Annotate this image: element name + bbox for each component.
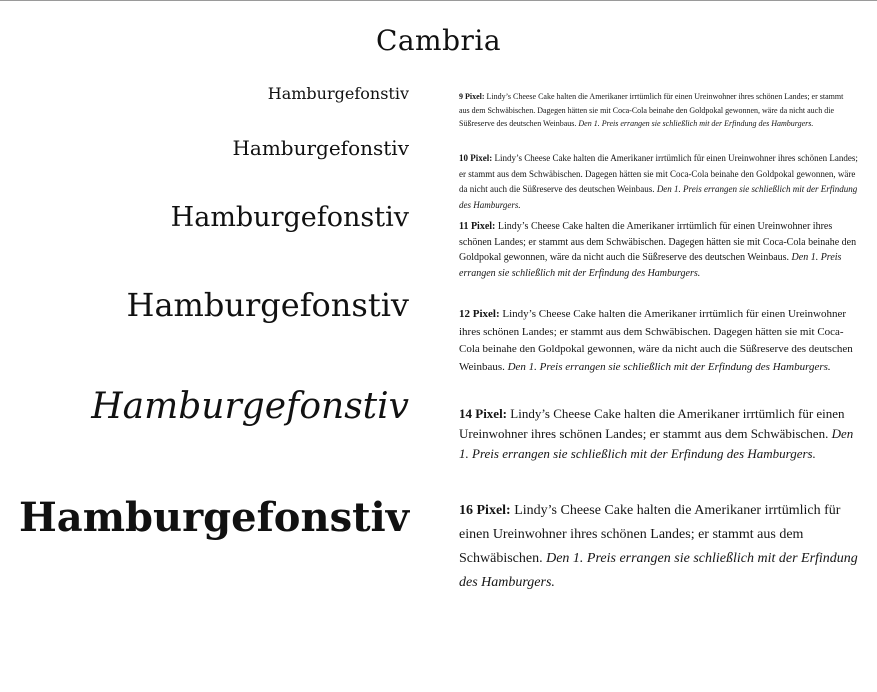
sample-paragraph-9px xyxy=(459,90,844,131)
sample-word-size-3: Hamburgefonstiv xyxy=(170,202,409,233)
paragraph-body: Lindy’s Cheese Cake halten die Amerikaner irrtümlich für einen Ureinwohner ihres schönen Landes; er stammt aus dem Schwäbischen. xyxy=(459,406,845,441)
paragraph-body: Lindy’s Cheese Cake halten die Amerikaner irrtümlich für einen Ureinwohner ihres schönen Landes; er stammt aus dem Schwäbischen. Dagegen hätten sie mit Coca-Cola beinahe den Goldpokal gewonnen, wäre da nicht auch die Süßreserve des deutschen Weinbaus. xyxy=(459,308,853,373)
sample-word-italic: Hamburgefonstiv xyxy=(91,386,409,427)
paragraph-italic: Den 1. Preis errangen sie schließlich mit der Erfindung des Hamburgers. xyxy=(507,360,831,373)
sample-paragraph-11px xyxy=(459,219,859,281)
size-label: 10 Pixel: xyxy=(459,153,493,163)
sample-word-size-4: Hamburgefonstiv xyxy=(126,286,409,324)
sample-word-bold: Hamburgefonstiv xyxy=(19,494,409,541)
size-label: 16 Pixel: xyxy=(459,503,511,518)
paragraph-italic: Den 1. Preis errangen sie schließlich mit der Erfindung des Hamburgers. xyxy=(459,551,858,590)
sample-paragraph-16px xyxy=(459,499,859,595)
paragraph-body: Lindy’s Cheese Cake halten die Amerikaner irrtümlich für einen Ureinwohner ihres schönen Landes; er stammt aus dem Schwäbischen. Dagegen hätten sie mit Coca-Cola beinahe den Goldpokal gewonnen, wäre da nicht auch die Süßreserve des deutschen Weinbaus. xyxy=(459,92,844,128)
sample-paragraph-14px xyxy=(459,404,859,464)
paragraph-italic: Den 1. Preis errangen sie schließlich mit der Erfindung des Hamburgers. xyxy=(459,426,854,461)
sample-word-size-2: Hamburgefonstiv xyxy=(232,136,409,160)
size-label: 9 Pixel: xyxy=(459,92,485,101)
paragraph-italic: Den 1. Preis errangen sie schließlich mit der Erfindung des Hamburgers. xyxy=(459,252,842,279)
size-label: 12 Pixel: xyxy=(459,308,500,320)
sample-paragraph-10px xyxy=(459,151,859,213)
size-label: 14 Pixel: xyxy=(459,406,508,421)
paragraph-body: Lindy’s Cheese Cake halten die Amerikaner irrtümlich für einen Ureinwohner ihres schönen Landes; er stammt aus dem Schwäbischen. Dagegen hätten sie mit Coca-Cola beinahe den Goldpokal gewonnen, wäre da nicht auch die Süßreserve des deutschen Weinbaus. xyxy=(459,221,857,263)
size-label: 11 Pixel: xyxy=(459,221,496,232)
font-name-title: Cambria xyxy=(375,24,502,57)
top-divider xyxy=(0,0,877,1)
paragraph-body: Lindy’s Cheese Cake halten die Amerikaner irrtümlich für einen Ureinwohner ihres schönen Landes; er stammt aus dem Schwäbischen. xyxy=(459,503,841,566)
paragraph-italic: Den 1. Preis errangen sie schließlich mit der Erfindung des Hamburgers. xyxy=(578,119,814,128)
paragraph-italic: Den 1. Preis errangen sie schließlich mit der Erfindung des Hamburgers. xyxy=(459,184,858,210)
sample-word-size-1: Hamburgefonstiv xyxy=(267,84,409,103)
paragraph-body: Lindy’s Cheese Cake halten die Amerikaner irrtümlich für einen Ureinwohner ihres schönen Landes; er stammt aus dem Schwäbischen. Dagegen hätten sie mit Coca-Cola beinahe den Goldpokal gewonnen, wäre da nicht auch die Süßreserve des deutschen Weinbaus. xyxy=(459,153,858,194)
sample-paragraph-12px xyxy=(459,306,859,376)
